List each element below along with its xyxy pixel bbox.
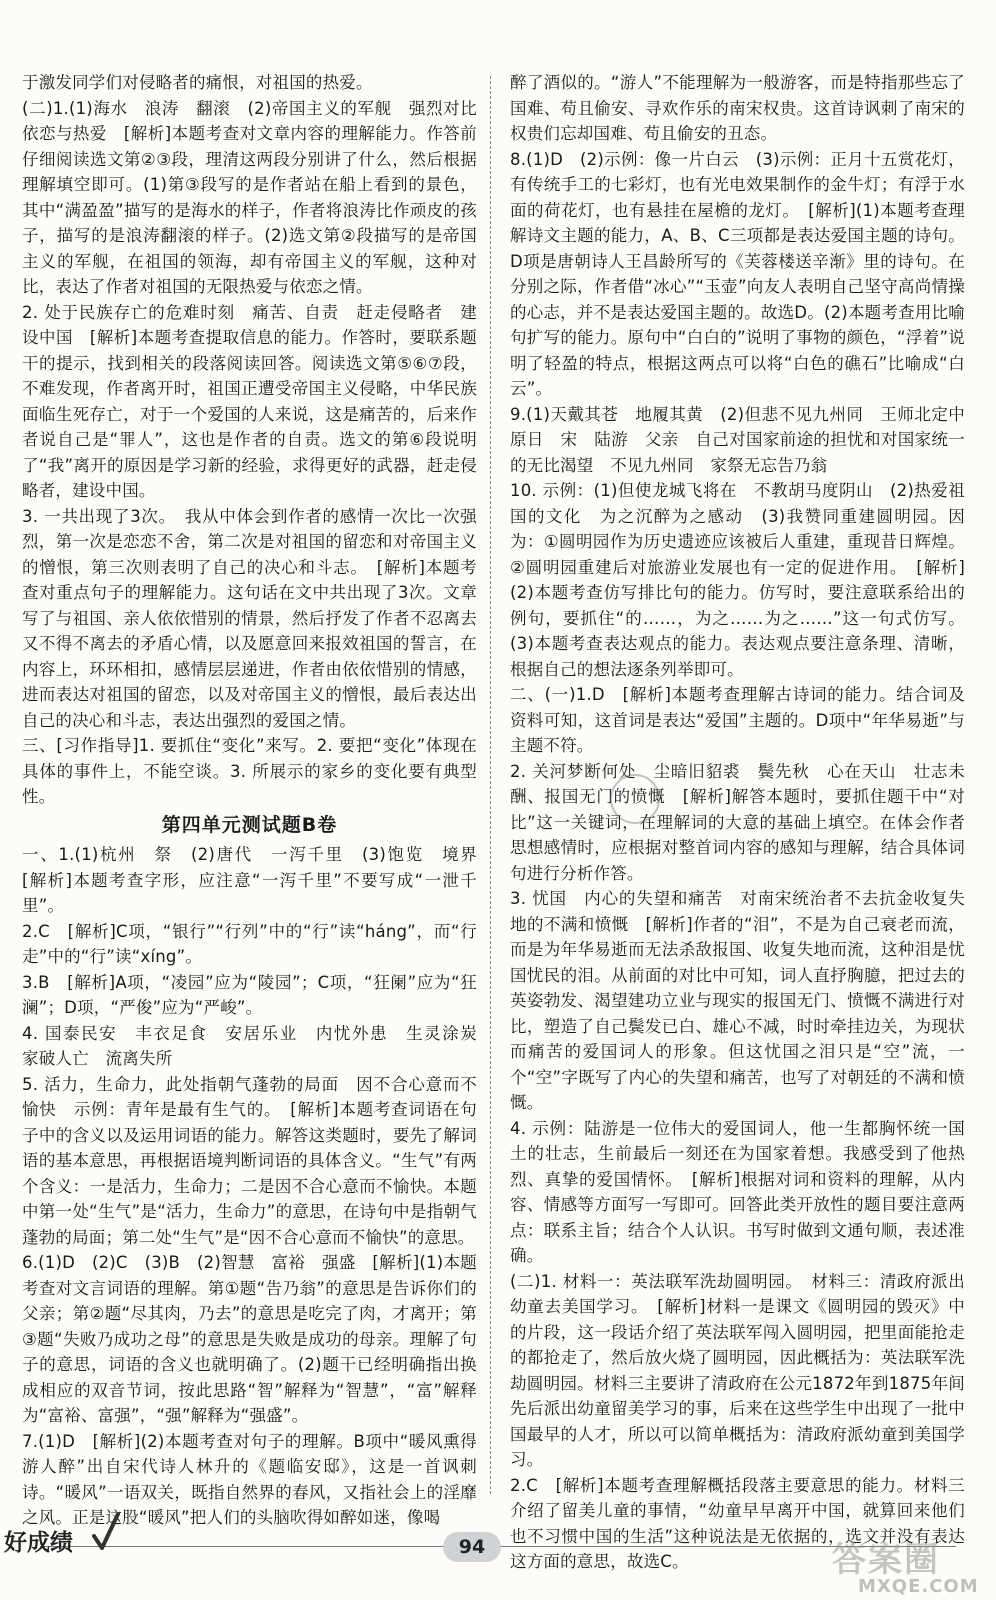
- answer-paragraph: 二、(一)1.D [解析]本题考查理解古诗词的能力。结合词及资料可知，这首词是表达“爱国”主题的。D项中“年华易逝”与主题不符。: [510, 685, 965, 755]
- brand-logo: 好成绩: [4, 1529, 73, 1556]
- answer-paragraph: 三、[习作指导]1. 要抓住“变化”来写。2. 要把“变化”体现在具体的事件上，不能空谈。3. 所展示的家乡的变化要有典型性。: [22, 736, 477, 806]
- watermark-logo: 答案圈: [832, 1540, 940, 1580]
- stamp-mark: [610, 774, 660, 824]
- answer-paragraph: 5. 活力，生命力，此处指朝气蓬勃的局面 因不合心意而不愉快 示例：青年是最有生气的。 [解析]本题考查词语在句子中的含义以及运用词语的能力。解答这类题时，要先了解词语的基本意思，再根据语境判断词语的具体含义。“生气”有两个含义：一是活力，生命力；二是因不合心意而不愉快。本题中第一处“生气”是“活力，生命力”的意思，在诗句中是指朝气蓬勃的局面；第二处“生气”是“因不合心意而不愉快”的意思。: [22, 1074, 477, 1247]
- right-column: [510, 70, 965, 1575]
- left-column: [22, 70, 494, 1531]
- answer-paragraph: 3. 一共出现了3次。 我从中体会到作者的感情一次比一次强烈，第一次是恋恋不舍，第二次是对祖国的留恋和对帝国主义的憎恨，第三次则表明了自己的决心和斗志。 [解析]本题考查对重点句子的理解能力。这句话在文中共出现了3次。文章写了与祖国、亲人依依惜别的情景，然后抒发了作者不忍离去又不得不离去的矛盾心情，以及愿意回来报效祖国的誓言，在内容上，环环相扣，感情层层递进，作者由依依惜别的情感，进而表达对祖国的留恋，以及对帝国主义的憎恨，最后表达出自己的决心和斗志，表达出强烈的爱国之情。: [22, 506, 477, 730]
- section-title: 第四单元测试题B卷: [161, 813, 338, 836]
- answer-paragraph: 2.C [解析]本题考查理解概括段落主要意思的能力。材料三介绍了留美儿童的事情，“幼童早早离开中国，就算回来他们也不习惯中国的生活”这种说法是无依据的，选文并没有表达这方面的意思，故选C。: [510, 1475, 965, 1571]
- answer-paragraph: 4. 示例：陆游是一位伟大的爱国词人，他一生都胸怀统一国土的壮志，生前最后一刻还在为国家着想。我感受到了他热烈、真挚的爱国情怀。 [解析]根据对词和资料的理解，从内容、情感等方面写一写即可。回答此类开放性的题目要注意两点：联系主旨；结合个人认识。书写时做到文通句顺，表述准确。: [510, 1118, 965, 1265]
- answer-paragraph: 醉了酒似的。“游人”不能理解为一般游客，而是特指那些忘了国难、苟且偷安、寻欢作乐的南宋权贵。这首诗讽刺了南宋的权贵们忘却国难、苟且偷安的丑态。: [510, 73, 965, 143]
- answer-paragraph: 4. 国泰民安 丰衣足食 安居乐业 内忧外患 生灵涂炭 家破人亡 流离失所: [22, 1023, 494, 1068]
- answer-paragraph: 于激发同学们对侵略者的痛恨，对祖国的热爱。: [22, 73, 373, 92]
- answer-paragraph: 一、1.(1)杭州 祭 (2)唐代 一泻千里 (3)饱览 境界 [解析]本题考查字形，应注意“一泻千里”不要写成“一泄千里”。: [22, 845, 494, 915]
- answer-paragraph: 3. 忧国 内心的失望和痛苦 对南宋统治者不去抗金收复失地的不满和愤慨 [解析]作者的“泪”，不是为自己衰老而流，而是为年华易逝而无法杀敌报国、收复失地而流，这种泪是忧国忧民的泪。从前面的对比中可知，词人直抒胸臆，把过去的英姿勃发、渴望建功立业与现实的报国无门、愤慨不满进行对比，塑造了自己鬓发已白、雄心不减，时时牵挂边关，为现状而痛苦的爱国词人的形象。但这忧国之泪只是“空”流，一个“空”字既写了内心的失望和痛苦，也写了对朝廷的不满和愤慨。: [510, 889, 965, 1112]
- answer-paragraph: 7.(1)D [解析](2)本题考查对句子的理解。B项中“暖风熏得游人醉”出自宋代诗人林升的《题临安邸》，这是一首讽刺诗。“暖风”一语双关，既指自然界的春风，又指社会上的淫靡之风。正是这股“暖风”把人们的头脑吹得如醉如迷，像喝: [22, 1431, 477, 1527]
- answer-paragraph: 2.C [解析]C项，“银行”“行列”中的“行”读“háng”，而“行走”中的“行”读“xíng”。: [22, 921, 477, 966]
- answer-paragraph: 9.(1)天戴其苍 地履其黄 (2)但悲不见九州同 王师北定中原日 宋 陆游 父亲 自己对国家前途的担忧和对国家统一的无比渴望 不见九州同 家祭无忘告乃翁: [510, 404, 965, 475]
- answer-paragraph: 10. 示例：(1)但使龙城飞将在 不教胡马度阴山 (2)热爱祖国的文化 为之沉醉为之感动 (3)我赞同重建圆明园。因为：①圆明园作为历史遗迹应该被后人重建，重现昔日辉煌。②圆明园重建后对旅游业发展也有一定的促进作用。 [解析](2)本题考查仿写排比句的能力。仿写时，要注意联系给出的例句，要抓住“的……，为之……为之……”这一句式仿写。(3)本题考查表达观点的能力。表达观点要注意条理、清晰，根据自己的想法逐条列举即可。: [510, 481, 965, 679]
- answer-paragraph: (二)1.(1)海水 浪涛 翻滚 (2)帝国主义的军舰 强烈对比 依恋与热爱 [解析]本题考查对文章内容的理解能力。作答前仔细阅读选文第②③段，理清这两段分别讲了什么，然后根据理解填空即可。(1)第③段写的是作者站在船上看到的景色，其中“满盈盈”描写的是海水的样子，作者将浪涛比作顽皮的孩子，描写的是浪涛翻滚的样子。(2)选文第②段描写的是帝国主义的军舰，在祖国的领海，却有帝国主义的军舰，这种对比，表达了作者对祖国的无限热爱与依恋之情。: [22, 98, 494, 296]
- answer-paragraph: 2. 处于民族存亡的危难时刻 痛苦、自责 赶走侵略者 建设中国 [解析]本题考查提取信息的能力。作答时，要联系题干的提示，找到相关的段落阅读回答。阅读选文第⑤⑥⑦段，不难发现，作者离开时，祖国正遭受帝国主义侵略，中华民族面临生死存亡，对于一个爱国的人来说，这是痛苦的，后来作者说自己是“罪人”，这也是作者的自责。选文的第⑥段说明了“我”离开的原因是学习新的经验，求得更好的武器，赶走侵略者，建设中国。: [22, 302, 477, 500]
- answer-paragraph: 2. 关河梦断何处 尘暗旧貂裘 鬓先秋 心在天山 壮志未酬、报国无门的愤慨 [解析]解答本题时，要抓住题干中“对比”这一关键词，在理解词的大意的基础上填空。在体会作者思想感情时，应根据对整首词内容的感知与理解，结合具体词句进行分析作答。: [510, 761, 965, 883]
- checkmark-icon: [92, 1512, 120, 1552]
- answer-paragraph: 3.B [解析]A项，“凌园”应为“陵园”；C项，“狂阑”应为“狂澜”；D项，“严俊”应为“严峻”。: [22, 972, 477, 1017]
- answer-paragraph: (二)1. 材料一：英法联军洗劫圆明园。 材料三：清政府派出幼童去美国学习。 [解析]材料一是课文《圆明园的毁灭》中的片段，这一段话介绍了英法联军闯入圆明园，把里面能抢走的都抢走了，然后放火烧了圆明园，因此概括为：英法联军洗劫圆明园。材料三主要讲了清政府在公元1872年到1875年间先后派出幼童留美学习的事，后来在这些学生中出现了一批中国最早的人才，所以可以简单概括为：清政府派幼童到美国学习。: [510, 1271, 965, 1469]
- watermark-url: MXQE.COM: [858, 1576, 979, 1597]
- page-number: 94: [443, 1532, 501, 1562]
- column-divider: [490, 76, 491, 1494]
- answer-paragraph: 8.(1)D (2)示例：像一片白云 (3)示例：正月十五赏花灯，有传统手工的七彩灯，也有光电效果制作的金牛灯；有浮于水面的荷花灯，也有悬挂在屋檐的龙灯。 [解析](1)本题考查理解诗文主题的能力，A、B、C三项都是表达爱国主题的诗句。D项是唐朝诗人王昌龄所写的《芙蓉楼送辛渐》里的诗句。在分别之际，作者借“冰心”“玉壶”向友人表明自己坚守高尚情操的心志，并不是表达爱国主题的。故选D。(2)本题考查用比喻句扩写的能力。原句中“白白的”说明了事物的颜色，“浮着”说明了轻盈的特点，根据这两点可以将“白色的礁石”比喻成“白云”。: [510, 149, 965, 398]
- answer-paragraph: 6.(1)D (2)C (3)B (2)智慧 富裕 强盛 [解析](1)本题考查对文言词语的理解。第①题“告乃翁”的意思是告诉你们的父亲；第②题“尽其肉，乃去”的意思是吃完了肉，才离开；第③题“失败乃成功之母”的意思是失败是成功的母亲。理解了句子的意思，词语的含义也就明确了。(2)题干已经明确指出换成相应的双音节词，按此思路“智”解释为“智慧”，“富”解释为“富裕、富强”，“强”解释为“强盛”。: [22, 1253, 477, 1425]
